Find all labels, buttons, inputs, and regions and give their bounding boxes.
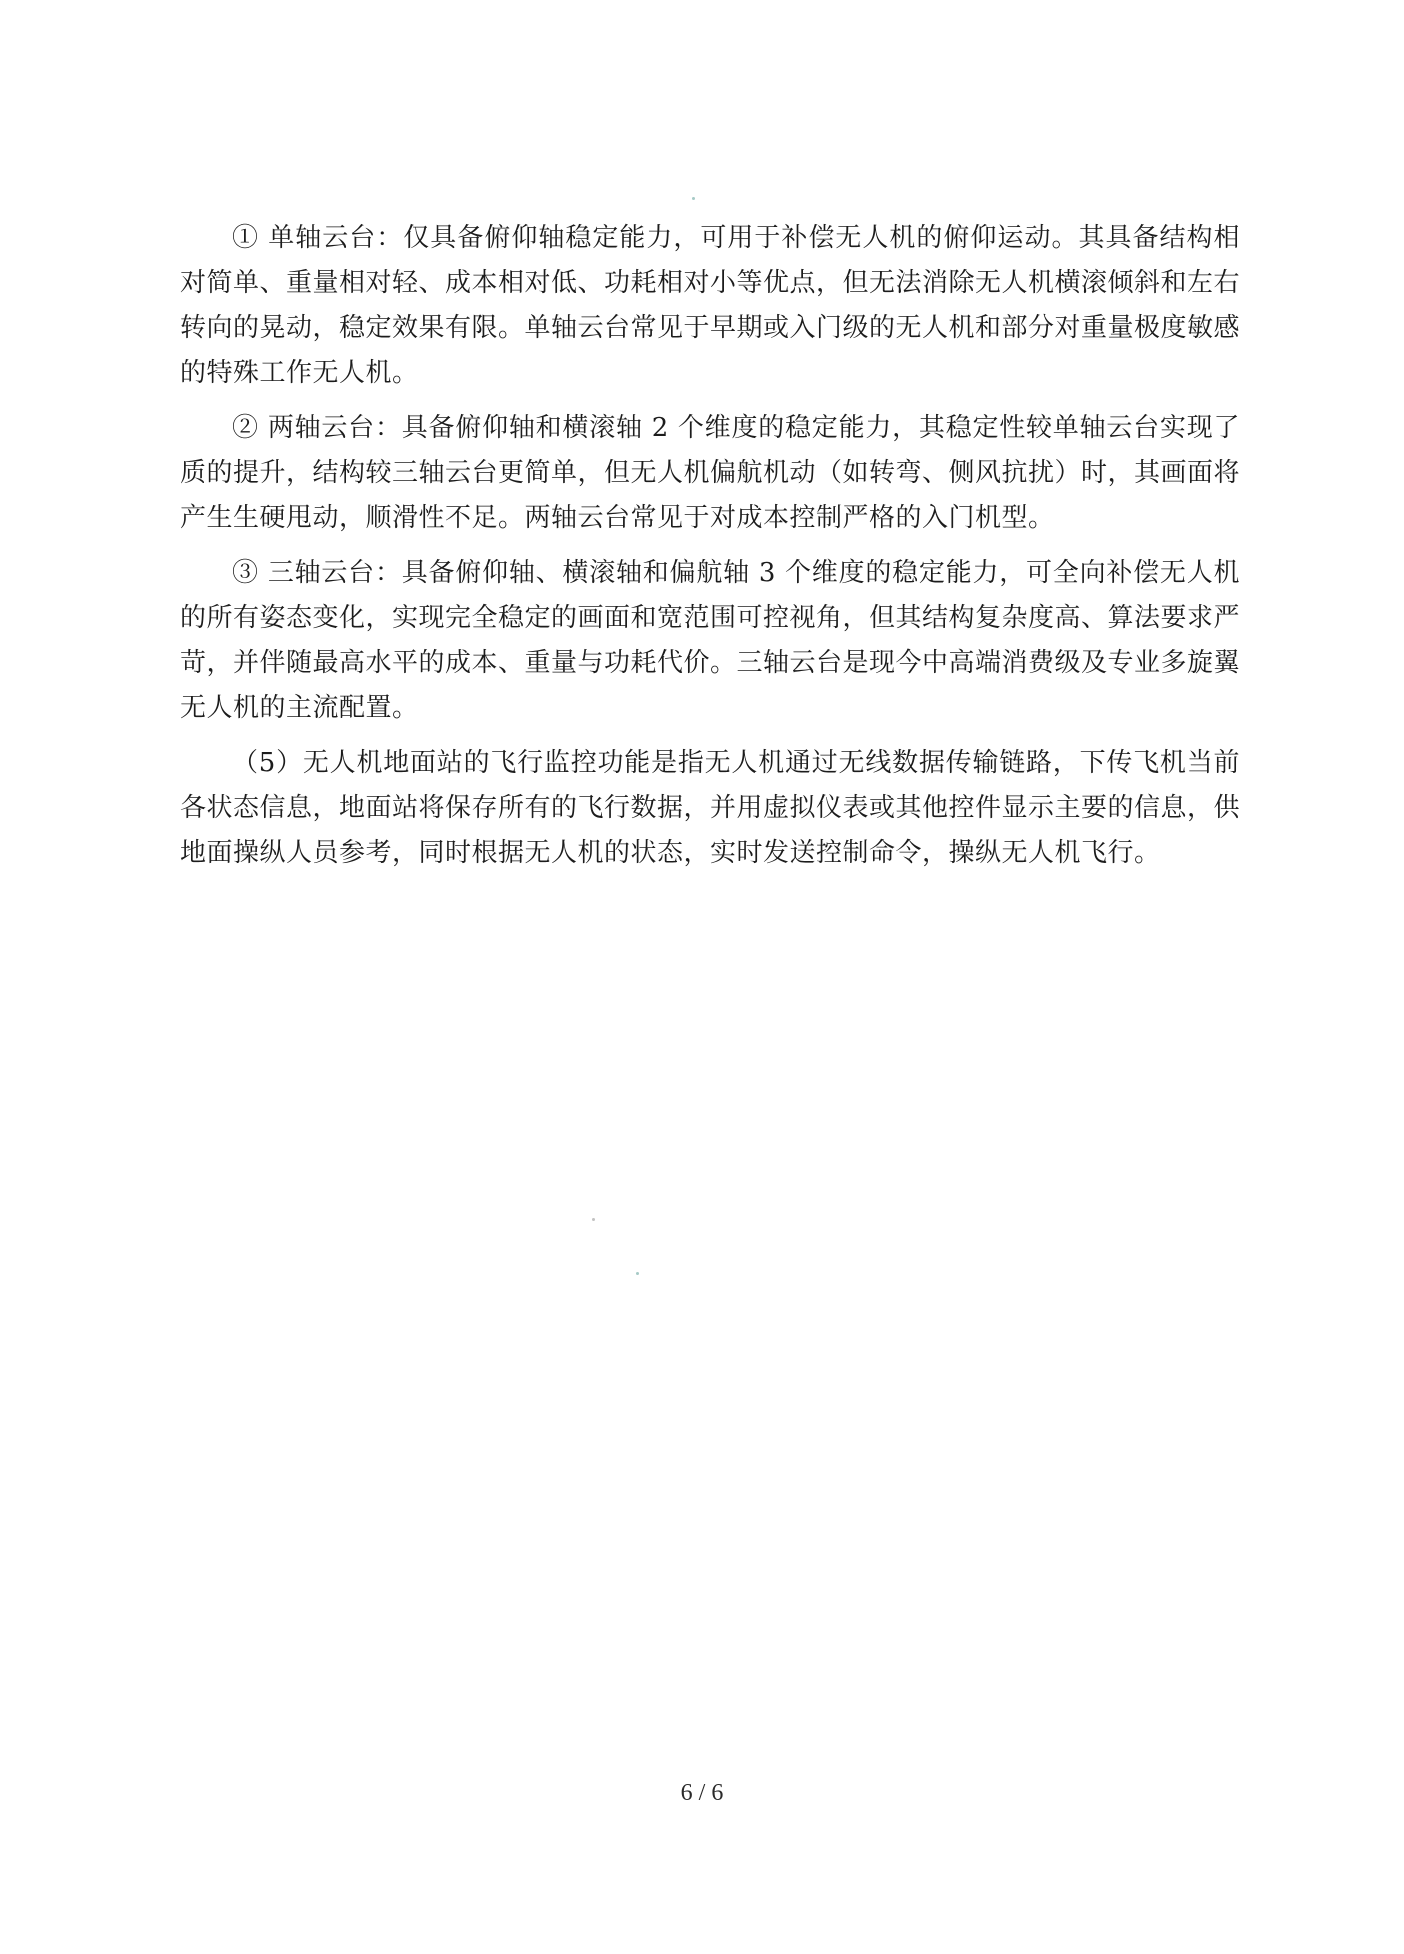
scan-speck <box>692 197 695 200</box>
document-body <box>180 216 1240 886</box>
scan-speck <box>636 1272 639 1275</box>
scan-speck <box>592 1218 595 1221</box>
page-number: 6 / 6 <box>680 1780 724 1806</box>
paragraph-single-axis-gimbal: ① 单轴云台：仅具备俯仰轴稳定能力，可用于补偿无人机的俯仰运动。其具备结构相对简单、重量相对轻、成本相对低、功耗相对小等优点，但无法消除无人机横滚倾斜和左右转向的晃动，稳定效果有限。单轴云台常见于早期或入门级的无人机和部分对重量极度敏感的特殊工作无人机。 <box>180 223 1241 388</box>
paragraph-ground-station-monitoring: （5）无人机地面站的飞行监控功能是指无人机通过无线数据传输链路，下传飞机当前各状态信息，地面站将保存所有的飞行数据，并用虚拟仪表或其他控件显示主要的信息，供地面操纵人员参考，同时根据无人机的状态，实时发送控制命令，操纵无人机飞行。 <box>180 748 1241 868</box>
paragraph-three-axis-gimbal: ③ 三轴云台：具备俯仰轴、横滚轴和偏航轴 3 个维度的稳定能力，可全向补偿无人机的所有姿态变化，实现完全稳定的画面和宽范围可控视角，但其结构复杂度高、算法要求严苛，并伴随最高水平的成本、重量与功耗代价。三轴云台是现今中高端消费级及专业多旋翼无人机的主流配置。 <box>180 558 1241 723</box>
paragraph-two-axis-gimbal: ② 两轴云台：具备俯仰轴和横滚轴 2 个维度的稳定能力，其稳定性较单轴云台实现了质的提升，结构较三轴云台更简单，但无人机偏航机动（如转弯、侧风抗扰）时，其画面将产生生硬甩动，顺滑性不足。两轴云台常见于对成本控制严格的入门机型。 <box>180 413 1241 533</box>
